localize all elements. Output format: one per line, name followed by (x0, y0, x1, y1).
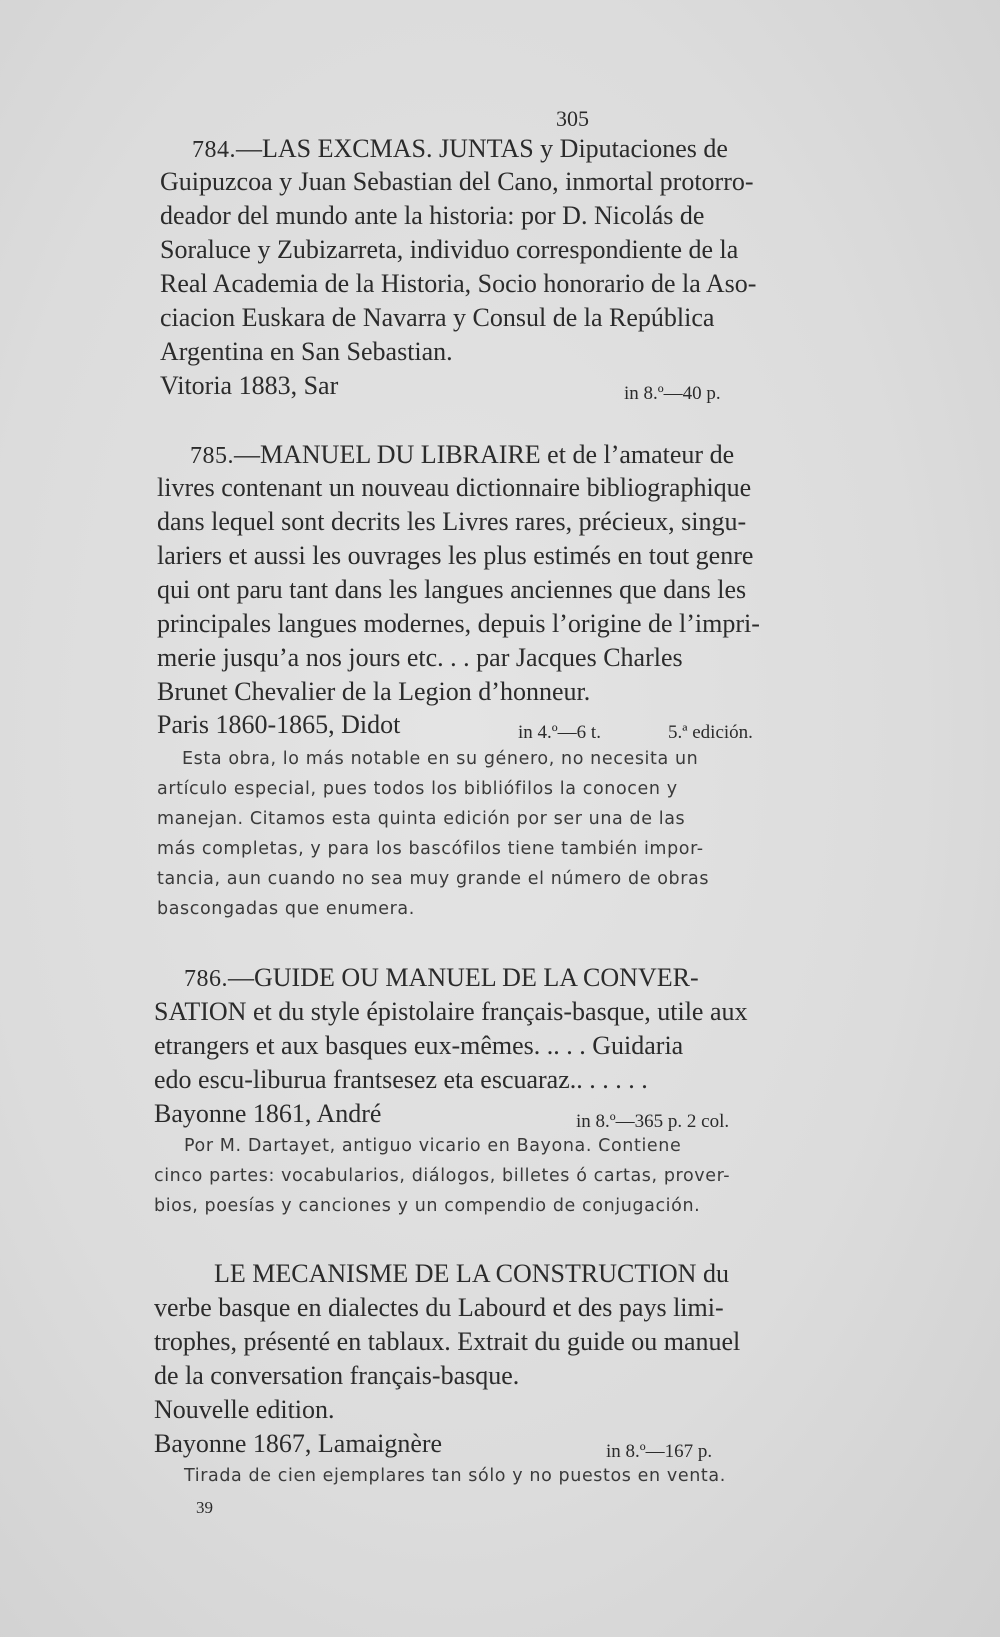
entry-mecanisme-format: in 8.º—167 p. (606, 1441, 713, 1462)
entry-786-line: SATION et du style épistolaire français-basque, utile aux (154, 997, 748, 1026)
entry-786-imprint: Bayonne 1861, André (154, 1099, 382, 1128)
entry-786-line: —GUIDE OU MANUEL DE LA CONVER- (228, 963, 699, 992)
entry-784-heading (192, 133, 728, 166)
entry-785-line: dans lequel sont decrits les Livres rares, précieux, singu- (157, 507, 747, 536)
entry-784-line: Soraluce y Zubizarreta, individuo correspondiente de la (160, 235, 739, 264)
entry-mecanisme-line: LE MECANISME DE LA CONSTRUCTION du (214, 1259, 729, 1288)
entry-784-line: Argentina en San Sebastian. (160, 337, 453, 366)
entry-786-number: 786. (184, 966, 228, 992)
entry-mecanisme-note-line: Tirada de cien ejemplares tan sólo y no puestos en venta. (184, 1466, 726, 1486)
entry-785-note-line: Esta obra, lo más notable en su género, no necesita un (182, 749, 699, 769)
entry-784-line: —LAS EXCMAS. JUNTAS y Diputaciones de (236, 134, 728, 163)
entry-786-note-line: bios, poesías y canciones y un compendio de conjugación. (154, 1196, 701, 1216)
entry-785-note-line: más completas, y para los bascófilos tiene también impor- (157, 839, 704, 859)
entry-mecanisme-imprint: Bayonne 1867, Lamaignère (154, 1429, 443, 1458)
entry-mecanisme-line: trophes, présenté en tablaux. Extrait du guide ou manuel (154, 1327, 741, 1356)
entry-786-format: in 8.º—365 p. 2 col. (576, 1111, 730, 1132)
entry-786-heading (184, 962, 699, 995)
entry-784-number: 784. (192, 137, 236, 163)
entry-786-line: etrangers et aux basques eux-mêmes. .. . . Guidaria (154, 1031, 684, 1060)
entry-mecanisme-line: de la conversation français-basque. (154, 1361, 520, 1390)
entry-785-line: —MANUEL DU LIBRAIRE et de l’amateur de (234, 440, 735, 469)
entry-785-line: lariers et aussi les ouvrages les plus estimés en tout genre (157, 541, 754, 570)
signature-mark: 39 (196, 1498, 213, 1517)
entry-784-line: Guipuzcoa y Juan Sebastian del Cano, inmortal protorro- (160, 167, 754, 196)
entry-784-line: Real Academia de la Historia, Socio honorario de la Aso- (160, 269, 757, 298)
entry-785-line: Brunet Chevalier de la Legion d’honneur. (157, 677, 591, 706)
entry-785-note-line: manejan. Citamos esta quinta edición por ser una de las (157, 809, 686, 829)
entry-785-line: merie jusqu’a nos jours etc. . . par Jacques Charles (157, 643, 683, 672)
entry-785-number: 785. (190, 443, 234, 469)
entry-784-imprint: Vitoria 1883, Sar (160, 371, 339, 400)
entry-784-line: deador del mundo ante la historia: por D. Nicolás de (160, 201, 705, 230)
page-number: 305 (556, 106, 589, 131)
entry-mecanisme-line: Nouvelle edition. (154, 1395, 335, 1424)
entry-785-imprint: Paris 1860-1865, Didot (157, 710, 401, 739)
entry-785-line: qui ont paru tant dans les langues anciennes que dans les (157, 575, 747, 604)
entry-784-format: in 8.º—40 p. (624, 383, 721, 404)
entry-784-line: ciacion Euskara de Navarra y Consul de la República (160, 303, 715, 332)
entry-785-format: in 4.º—6 t. (518, 722, 601, 743)
entry-785-note-line: tancia, aun cuando no sea muy grande el número de obras (157, 869, 710, 889)
entry-786-note-line: cinco partes: vocabularios, diálogos, billetes ó cartas, prover- (154, 1166, 731, 1186)
entry-785-edition: 5.ª edición. (668, 722, 753, 743)
entry-785-note-line: artículo especial, pues todos los bibliófilos la conocen y (157, 779, 678, 799)
entry-785-line: principales langues modernes, depuis l’origine de l’impri- (157, 609, 760, 638)
entry-785-heading (190, 439, 734, 472)
entry-785-line: livres contenant un nouveau dictionnaire bibliographique (157, 473, 752, 502)
entry-786-line: edo escu-liburua frantsesez eta escuaraz.. . . . . . (154, 1065, 648, 1094)
entry-785-note-line: bascongadas que enumera. (157, 899, 415, 919)
entry-mecanisme-line: verbe basque en dialectes du Labourd et des pays limi- (154, 1293, 724, 1322)
entry-786-note-line: Por M. Dartayet, antiguo vicario en Bayona. Contiene (184, 1136, 682, 1156)
